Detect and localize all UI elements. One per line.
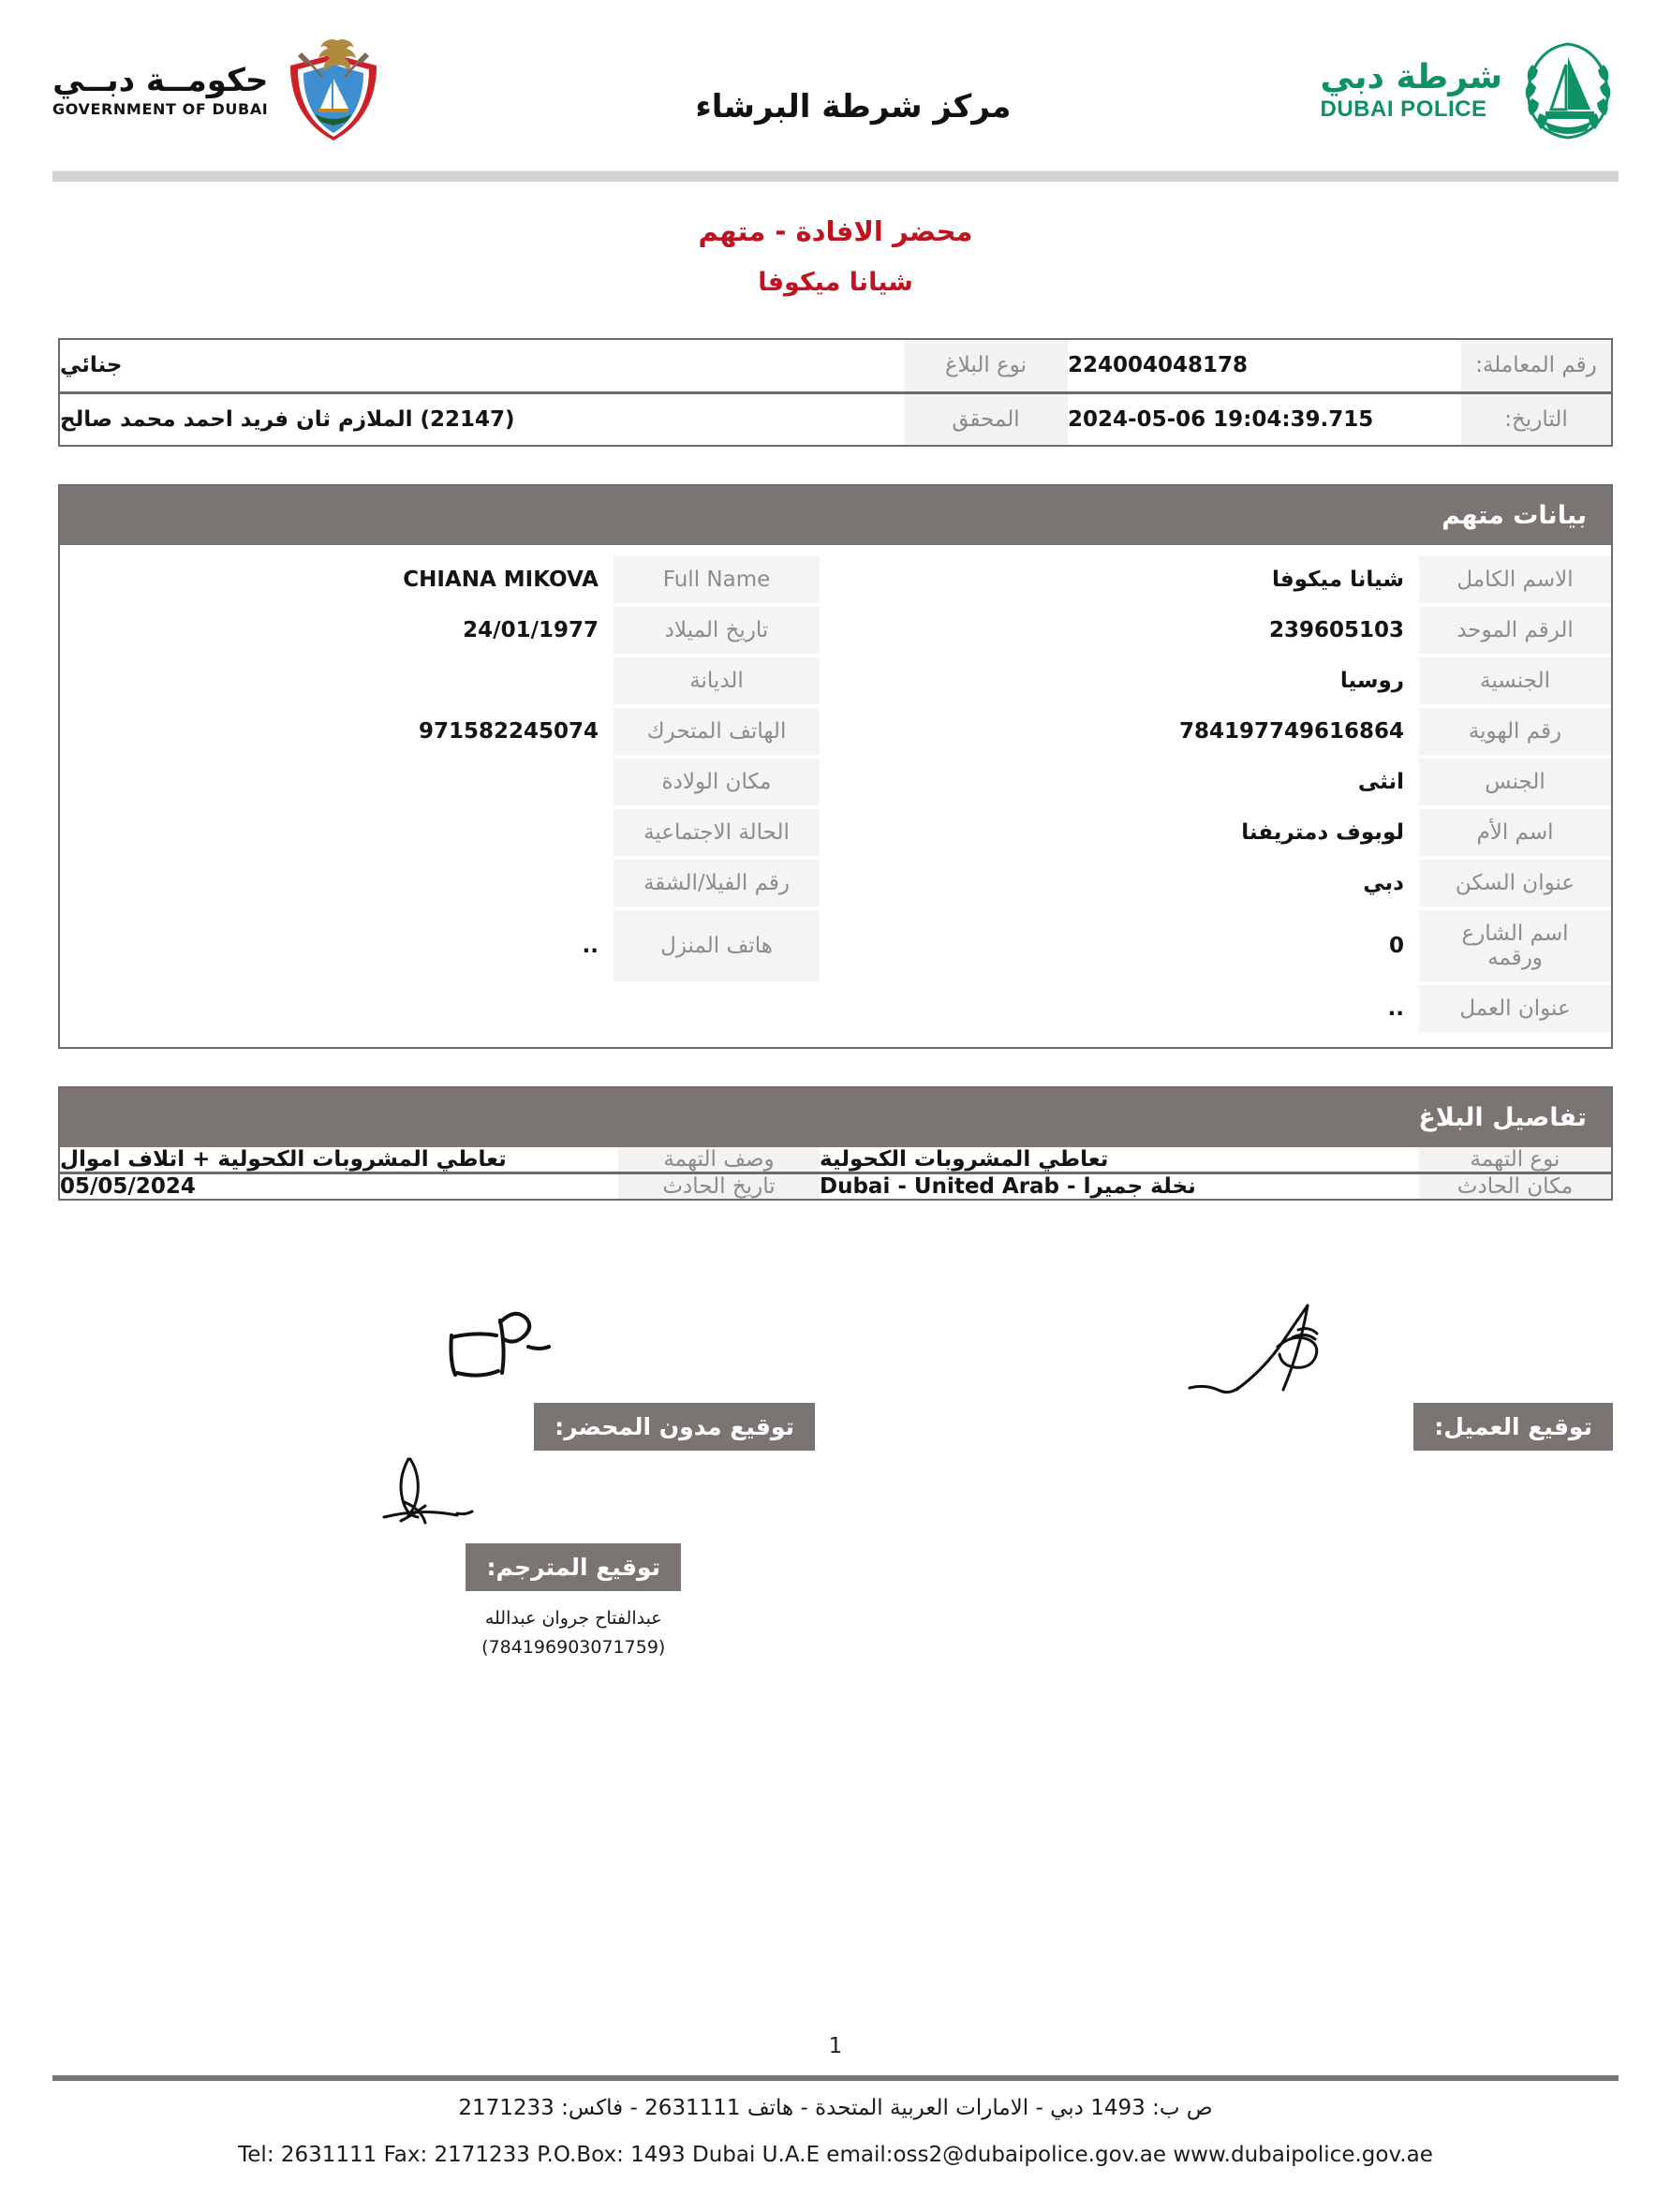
accused-value-left: ..	[582, 934, 599, 958]
accused-label-left: الهاتف المتحرك	[614, 708, 820, 755]
page-number: 1	[828, 2034, 843, 2058]
accused-label-left: الديانة	[614, 657, 820, 704]
accused-row	[60, 807, 1611, 858]
accused-value-right: 784197749616864	[1178, 719, 1404, 744]
accused-value-left	[60, 759, 614, 805]
charge-description-value: تعاطي المشروبات الكحولية + اتلاف اموال	[60, 1147, 618, 1173]
accused-row	[60, 605, 1611, 656]
accused-label-left: رقم الفيلا/الشقة	[614, 860, 820, 907]
government-of-dubai-logo	[52, 34, 386, 148]
accused-value-right: 239605103	[1268, 618, 1404, 642]
dubai-police-wordmark	[1320, 58, 1502, 122]
investigator-label: المحقق	[904, 392, 1068, 445]
accused-value-left	[60, 985, 614, 1032]
incident-place-value: نخلة جميرا - Dubai - United Arab	[820, 1174, 1196, 1199]
client-signature-label: توقيع العميل:	[1413, 1403, 1613, 1451]
accused-label-right: الرقم الموحد	[1419, 607, 1611, 654]
accused-value-left: 971582245074	[418, 719, 599, 744]
translator-signature-block	[466, 1543, 681, 1663]
footer-arabic-contact: ص ب: 1493 دبي - الامارات العربية المتحدة - هاتف 2631111 - فاكس: 2171233	[458, 2096, 1213, 2120]
document-header	[0, 0, 1671, 157]
incident-date-label: تاريخ الحادث	[618, 1173, 820, 1200]
client-signature-ink	[1182, 1289, 1379, 1414]
accused-label-right: رقم الهوية	[1419, 708, 1611, 755]
document-subject-name: شيانا ميكوفا	[758, 268, 913, 297]
accused-value-right: لوبوف دمتريفنا	[1241, 820, 1404, 845]
date-label: التاريخ:	[1461, 392, 1611, 445]
incident-date-value: 05/05/2024	[60, 1174, 196, 1199]
government-wordmark	[52, 62, 269, 118]
translator-name: عبدالفتاح جروان عبدالله	[484, 1608, 662, 1629]
document-title: محضر الافادة - متهم	[698, 215, 973, 247]
accused-value-right: روسيا	[1339, 669, 1404, 693]
accused-rows-container	[60, 545, 1611, 1047]
dubai-police-english-text: DUBAI POLICE	[1320, 96, 1487, 122]
accused-label-right: عنوان السكن	[1419, 860, 1611, 907]
table-row	[60, 392, 1611, 445]
client-signature-block	[1413, 1403, 1613, 1451]
accused-label-left: هاتف المنزل	[614, 910, 820, 981]
accused-value-right: دبي	[1363, 871, 1404, 895]
accused-label-right: عنوان العمل	[1419, 985, 1611, 1032]
investigator-value: (22147) الملازم ثان فريد احمد محمد صالح	[60, 406, 515, 432]
accused-row	[60, 757, 1611, 807]
accused-label-right: الجنسية	[1419, 657, 1611, 704]
translator-signature-label: توقيع المترجم:	[466, 1543, 681, 1591]
accused-label-left: الحالة الاجتماعية	[614, 809, 820, 856]
accused-label-left: تاريخ الميلاد	[614, 607, 820, 654]
accused-row	[60, 858, 1611, 908]
accused-label-left: مكان الولادة	[614, 759, 820, 805]
table-row	[60, 340, 1611, 392]
date-value: 2024-05-06 19:04:39.715	[1068, 406, 1374, 432]
writer-signature-label: توقيع مدون المحضر:	[534, 1403, 815, 1451]
accused-value-left	[60, 860, 614, 907]
accused-row	[60, 656, 1611, 706]
translator-signature-ink	[367, 1440, 517, 1547]
transaction-no-label: رقم المعاملة:	[1461, 340, 1611, 392]
accused-value-right: شيانا ميكوفا	[1271, 568, 1404, 592]
accused-label-right: الجنس	[1419, 759, 1611, 805]
charge-description-label: وصف التهمة	[618, 1147, 820, 1173]
footer-english-contact: Tel: 2631111 Fax: 2171233 P.O.Box: 1493 Dubai U.A.E email:oss2@dubaipolice.gov.ae www.dubaipolice.gov.ae	[238, 2143, 1433, 2167]
table-row	[60, 1147, 1611, 1173]
accused-row	[60, 908, 1611, 983]
footer-divider	[52, 2075, 1619, 2081]
accused-label-right: الاسم الكامل	[1419, 556, 1611, 603]
translator-id: (784196903071759)	[481, 1637, 666, 1659]
header-divider	[52, 170, 1619, 182]
accused-row	[60, 706, 1611, 757]
government-english-text: GOVERNMENT OF DUBAI	[52, 100, 269, 118]
report-details-title: تفاصيل البلاغ	[60, 1088, 1611, 1147]
accused-value-right: انثى	[1357, 770, 1404, 794]
writer-signature-ink	[438, 1292, 616, 1408]
accused-label-left	[614, 985, 820, 1032]
report-type-value: جنائي	[60, 340, 904, 392]
dubai-police-emblem-icon	[1517, 37, 1619, 145]
dubai-police-logo	[1321, 37, 1619, 145]
writer-signature-block	[534, 1403, 815, 1451]
transaction-meta-table	[58, 338, 1613, 447]
accused-value-left: 24/01/1977	[463, 618, 599, 642]
accused-value-right: 0	[1388, 934, 1404, 958]
accused-value-left	[60, 809, 614, 856]
station-title: مركز شرطة البرشاء	[695, 88, 1012, 125]
table-row	[60, 1173, 1611, 1200]
accused-value-left	[60, 657, 614, 704]
government-arabic-text: حكومــة دبــي	[52, 62, 269, 99]
accused-label-right: اسم الأم	[1419, 809, 1611, 856]
charge-type-value: تعاطي المشروبات الكحولية	[820, 1147, 1419, 1173]
charge-type-label: نوع التهمة	[1419, 1147, 1611, 1173]
accused-value-left: CHIANA MIKOVA	[403, 568, 599, 592]
incident-place-label: مكان الحادث	[1419, 1173, 1611, 1200]
accused-section-title: بيانات متهم	[60, 486, 1611, 545]
translator-name-block	[466, 1604, 681, 1663]
transaction-no-value: 224004048178	[1068, 340, 1461, 392]
accused-label-right: اسم الشارع ورقمه	[1419, 910, 1611, 981]
dubai-police-arabic-text: شرطة دبي	[1320, 58, 1502, 96]
report-details-section	[58, 1086, 1613, 1201]
accused-row	[60, 554, 1611, 605]
accused-data-section	[58, 484, 1613, 1049]
uae-emblem-icon	[281, 34, 386, 148]
accused-row	[60, 983, 1611, 1034]
accused-value-right: ..	[1387, 996, 1404, 1021]
signatures-area	[58, 1270, 1613, 1659]
report-type-label: نوع البلاغ	[904, 340, 1068, 392]
accused-label-left: Full Name	[614, 556, 820, 603]
